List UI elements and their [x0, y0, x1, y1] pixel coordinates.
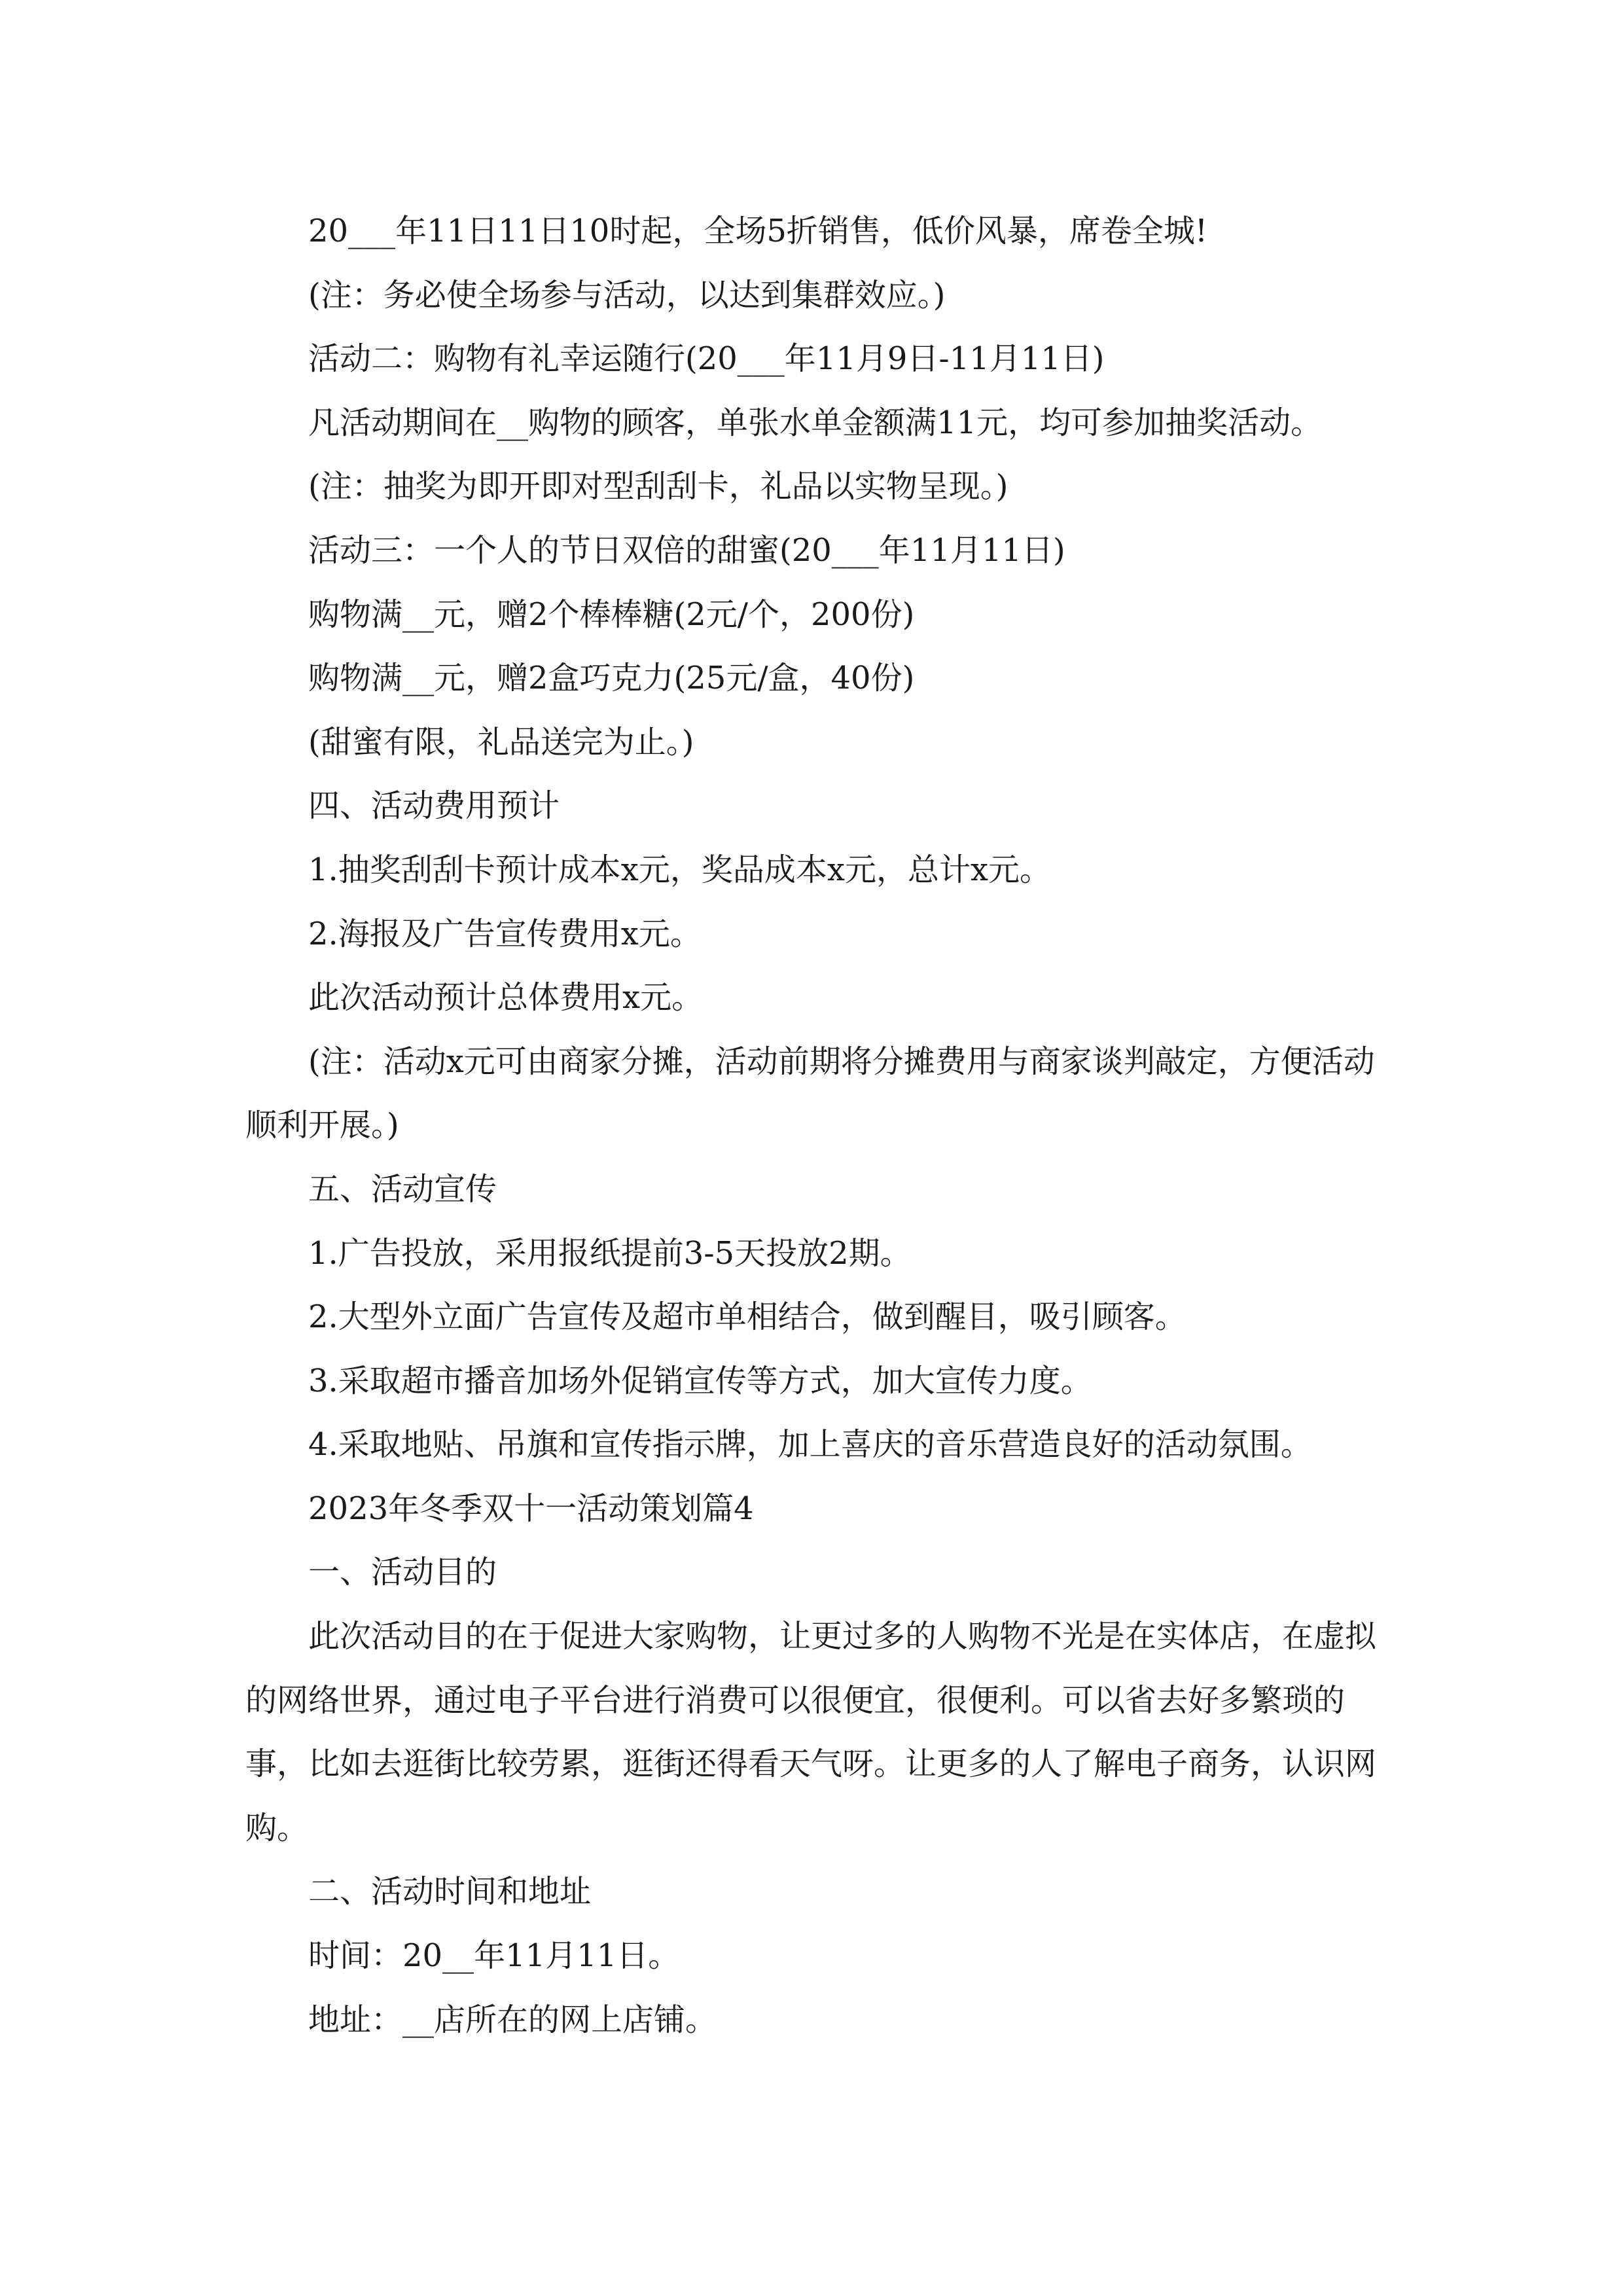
section-title-plan-4: 2023年冬季双十一活动策划篇4	[308, 1490, 754, 1527]
paragraph-note-limited: (甜蜜有限，礼品送完为止。)	[308, 723, 694, 761]
paragraph-cost-poster: 2.海报及广告宣传费用x元。	[308, 915, 702, 952]
paragraph-cost-lottery: 1.抽奖刮刮卡预计成本x元，奖品成本x元，总计x元。	[308, 851, 1052, 888]
paragraph-promotion-4: 4.采取地贴、吊旗和宣传指示牌，加上喜庆的音乐营造良好的活动氛围。	[308, 1426, 1312, 1463]
paragraph-sale-start: 20___年11日11日10时起，全场5折销售，低价风暴，席卷全城!	[308, 213, 1208, 249]
paragraph-promotion-2: 2.大型外立面广告宣传及超市单相结合，做到醒目，吸引顾客。	[308, 1299, 1186, 1336]
paragraph-cost-total: 此次活动预计总体费用x元。	[308, 979, 704, 1016]
paragraph-address: 地址：__店所在的网上店铺。	[308, 2001, 717, 2038]
paragraph-gift-lollipop: 购物满__元，赠2个棒棒糖(2元/个，200份)	[308, 596, 915, 633]
paragraph-activity-two-title: 活动二：购物有礼幸运随行(20___年11月9日-11月11日)	[308, 340, 1105, 378]
paragraph-promotion-1: 1.广告投放，采用报纸提前3-5天投放2期。	[308, 1234, 912, 1272]
paragraph-note-lottery: (注：抽奖为即开即对型刮刮卡，礼品以实物呈现。)	[308, 468, 1008, 505]
heading-time-and-address: 二、活动时间和地址	[308, 1873, 592, 1910]
paragraph-note-participation: (注：务必使全场参与活动，以达到集群效应。)	[308, 276, 946, 314]
paragraph-activity-two-detail: 凡活动期间在__购物的顾客，单张水单金额满11元，均可参加抽奖活动。	[308, 404, 1323, 441]
paragraph-activity-three-title: 活动三：一个人的节日双倍的甜蜜(20___年11月11日)	[308, 531, 1065, 569]
paragraph-time: 时间：20__年11月11日。	[308, 1937, 680, 1975]
document-body	[245, 200, 1381, 2052]
paragraph-note-cost-sharing: (注：活动x元可由商家分摊，活动前期将分摊费用与商家谈判敲定，方便活动顺利开展。)	[245, 1043, 1375, 1144]
paragraph-activity-purpose: 此次活动目的在于促进大家购物，让更过多的人购物不光是在实体店，在虚拟的网络世界，通过电子平台进行消费可以很便宜，很便利。可以省去好多繁琐的事，比如去逛街比较劳累，逛街还得看天气呀。让更多的人了解电子商务，认识网购。	[245, 1618, 1377, 1846]
heading-activity-purpose: 一、活动目的	[308, 1554, 497, 1591]
paragraph-promotion-3: 3.采取超市播音加场外促销宣传等方式，加大宣传力度。	[308, 1362, 1092, 1399]
paragraph-gift-chocolate: 购物满__元，赠2盒巧克力(25元/盒，40份)	[308, 660, 915, 697]
heading-cost-estimate: 四、活动费用预计	[308, 787, 560, 825]
heading-promotion: 五、活动宣传	[308, 1170, 497, 1208]
